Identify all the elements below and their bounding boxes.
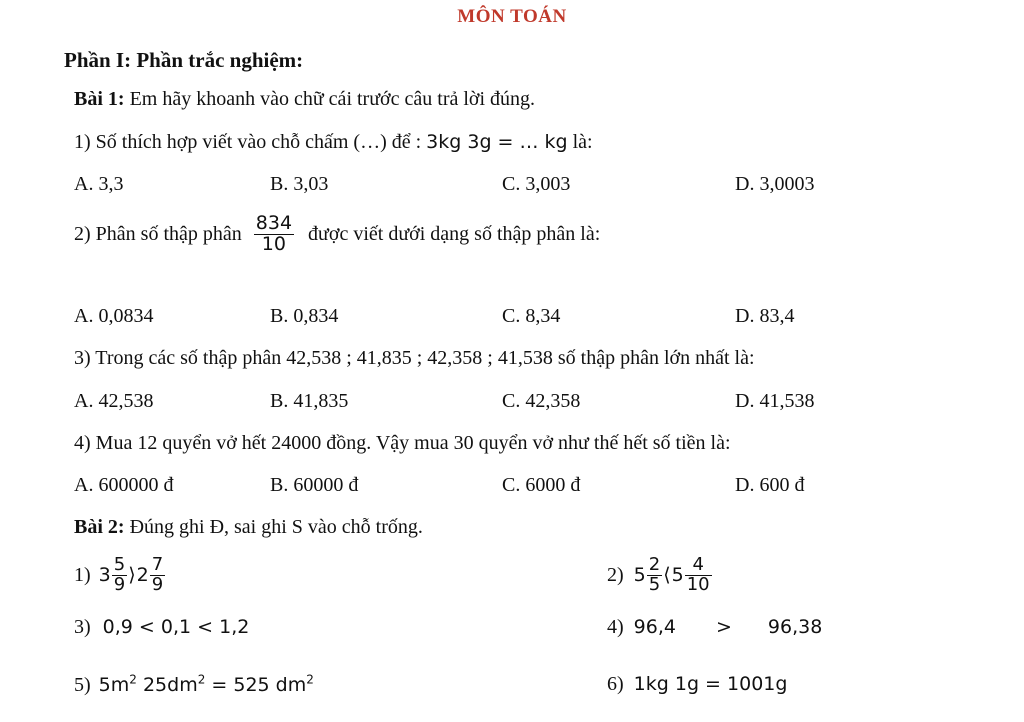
bai1-label: Bài 1:: [74, 88, 125, 110]
question-4: 4) Mua 12 quyển vở hết 24000 đồng. Vậy mua 30 quyển vở như thế hết số tiền là:: [74, 432, 731, 454]
q4-option-d[interactable]: D. 600 đ: [735, 474, 805, 496]
fraction-numerator: 834: [255, 212, 293, 234]
bai2-instruction: [74, 516, 423, 539]
question-1-text: 1) Số thích hợp viết vào chỗ chấm (…) để :: [74, 131, 427, 153]
question-2: [74, 214, 600, 255]
q1-option-a[interactable]: A. 3,3: [74, 173, 124, 195]
statement-3-label: 3): [74, 616, 91, 638]
expr-part: 25dm: [136, 674, 198, 697]
question-1: [74, 131, 593, 154]
statement-1: [74, 556, 165, 595]
mixed-whole: 5: [671, 564, 684, 587]
fraction-numerator: 4: [685, 556, 712, 576]
exponent: 2: [306, 673, 314, 687]
statement-6: [607, 673, 787, 696]
statement-2-expression: [634, 556, 712, 595]
fraction-denominator: 10: [686, 573, 710, 595]
bai1-text: Em hãy khoanh vào chữ cái trước câu trả lời đúng.: [124, 88, 536, 110]
fraction-numerator: 5: [113, 554, 126, 575]
q1-option-c[interactable]: C. 3,003: [502, 173, 571, 195]
question-2-text: 2) Phân số thập phân: [74, 222, 242, 245]
fraction-denominator: 9: [151, 573, 164, 595]
statement-1-expression: [99, 556, 166, 595]
question-1-suffix: là:: [567, 131, 593, 153]
statement-3-expression: 0,9 < 0,1 < 1,2: [102, 616, 250, 638]
question-2-fraction: [254, 214, 294, 255]
mixed-whole: 3: [98, 564, 111, 587]
bai2-label: Bài 2:: [74, 516, 125, 538]
expr-part: = 525 dm: [205, 674, 307, 697]
statement-6-label: 6): [607, 673, 624, 695]
q4-option-a[interactable]: A. 600000 đ: [74, 474, 174, 496]
question-1-math: 3kg 3g = … kg: [426, 131, 568, 153]
part1-heading: Phần I: Phần trắc nghiệm:: [64, 48, 304, 72]
statement-1-label: 1): [74, 563, 91, 586]
mixed-whole: 5: [633, 564, 646, 587]
q2-option-c[interactable]: C. 8,34: [502, 305, 561, 327]
q3-option-b[interactable]: B. 41,835: [270, 390, 349, 412]
q1-option-d[interactable]: D. 3,0003: [735, 173, 815, 195]
statement-2: [607, 556, 712, 595]
q2-option-b[interactable]: B. 0,834: [270, 305, 339, 327]
statement-2-label: 2): [607, 563, 624, 586]
fraction-numerator: 2: [648, 554, 661, 575]
page-title: MÔN TOÁN: [457, 6, 567, 27]
mixed-whole: 2: [136, 564, 149, 587]
q2-option-a[interactable]: A. 0,0834: [74, 305, 154, 327]
comparison-operator: ⟨: [663, 564, 671, 587]
q4-option-b[interactable]: B. 60000 đ: [270, 474, 359, 496]
statement-4-operator: >: [715, 616, 732, 638]
bai2-text: Đúng ghi Đ, sai ghi S vào chỗ trống.: [124, 516, 423, 538]
fraction-numerator: 7: [151, 554, 164, 575]
fraction-denominator: 5: [648, 573, 661, 595]
q4-option-c[interactable]: C. 6000 đ: [502, 474, 581, 496]
exponent: 2: [129, 673, 137, 687]
fraction-denominator: 10: [261, 232, 286, 255]
q3-option-a[interactable]: A. 42,538: [74, 390, 154, 412]
bai1-instruction: [74, 88, 535, 111]
q2-option-d[interactable]: D. 83,4: [735, 305, 795, 327]
q3-option-d[interactable]: D. 41,538: [735, 390, 815, 412]
statement-5-label: 5): [74, 674, 91, 697]
q1-option-b[interactable]: B. 3,03: [270, 173, 329, 195]
comparison-operator: ⟩: [128, 564, 136, 587]
question-3: 3) Trong các số thập phân 42,538 ; 41,835 ; 42,358 ; 41,538 số thập phân lớn nhất là:: [74, 347, 755, 369]
statement-4: [607, 616, 822, 639]
statement-4-left: 96,4: [633, 616, 676, 638]
fraction-denominator: 9: [113, 573, 126, 595]
statement-4-right: 96,38: [767, 616, 823, 638]
exponent: 2: [197, 673, 206, 687]
q3-option-c[interactable]: C. 42,358: [502, 390, 581, 412]
statement-5-expression: [99, 674, 314, 696]
statement-3: [74, 616, 249, 639]
expr-part: 5m: [98, 674, 130, 697]
statement-4-label: 4): [607, 616, 624, 638]
statement-5: [74, 673, 314, 697]
statement-6-expression: 1kg 1g = 1001g: [633, 673, 788, 695]
question-2-suffix: được viết dưới dạng số thập phân là:: [308, 222, 601, 245]
